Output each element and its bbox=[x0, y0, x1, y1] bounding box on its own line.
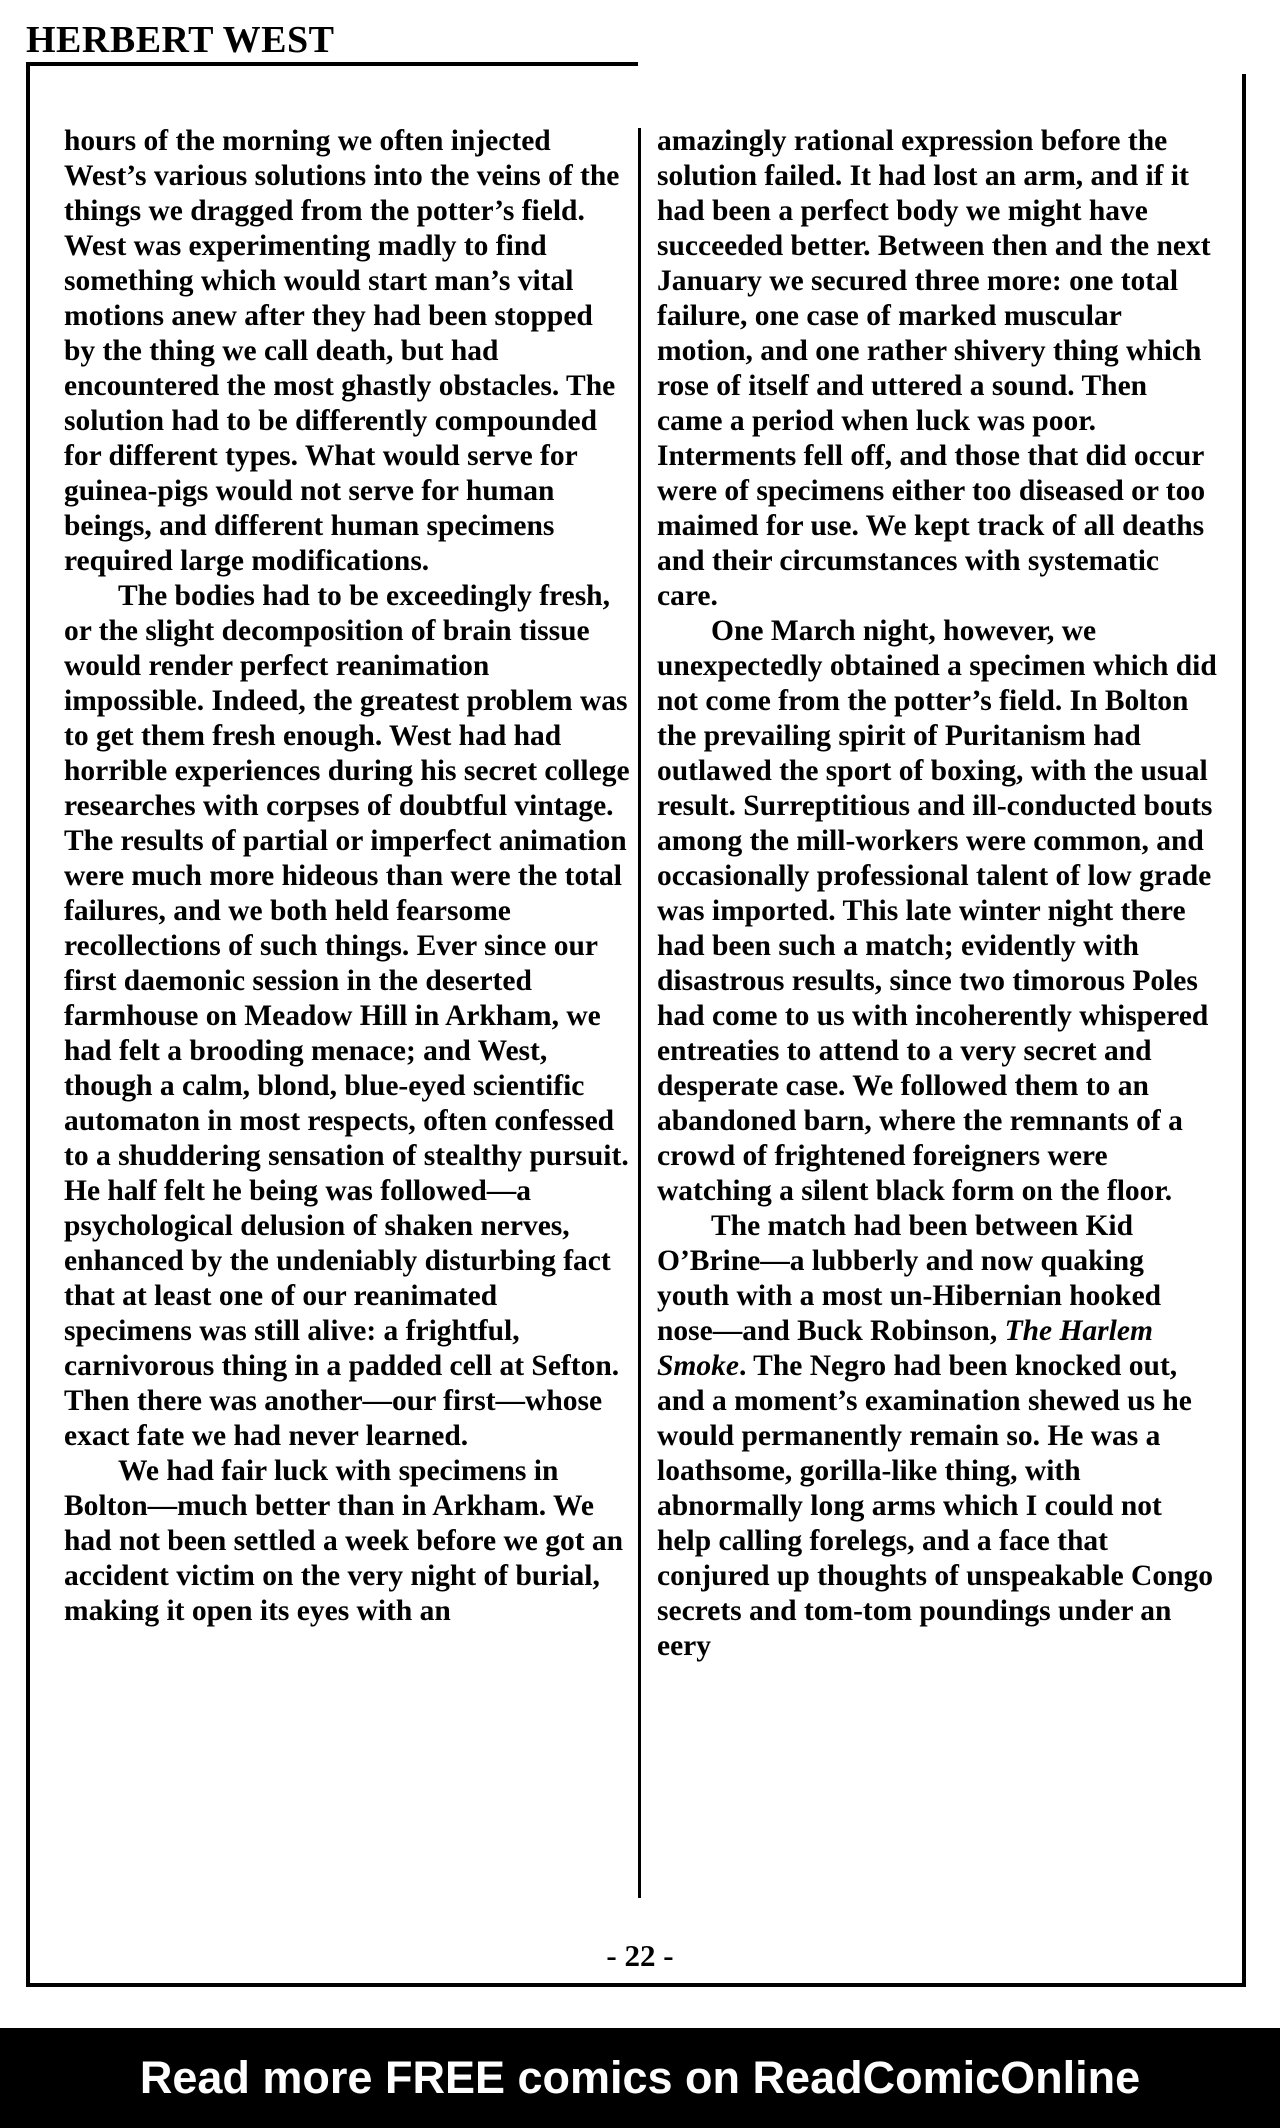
left-paragraph-1: hours of the morning we often injected West’s various solutions into the veins of the things we dragged from the potter’s field. West was experimenting madly to find something which would start man’s vital motions anew after they had been stopped by the thing we call death, but had encountered the most ghastly obstacles. The solution had to be differently compounded for different types. What would serve for guinea-pigs would not serve for human beings, and different human specimens required large modifications. bbox=[64, 125, 620, 577]
right-paragraph-2: One March night, however, we unexpectedly obtained a specimen which did not come from the potter’s field. In Bolton the prevailing spirit of Puritanism had outlawed the sport of boxing, with the usual result. Surreptitious and ill-conducted bouts among the mill-workers were common, and occasionally professional talent of low grade was imported. This late winter night there had been such a match; evidently with disastrous results, since two timorous Poles had come to us with incoherently whispered entreaties to attend to a very secret and desperate case. We followed them to an abandoned barn, where the remnants of a crowd of frightened foreigners were watching a silent black form on the floor. bbox=[657, 615, 1217, 1207]
right-text-column bbox=[657, 124, 1219, 1664]
left-text-column bbox=[64, 124, 630, 1629]
column-divider bbox=[638, 128, 641, 1898]
page-header-title: HERBERT WEST bbox=[26, 19, 335, 61]
left-border-rule bbox=[26, 66, 30, 1986]
left-paragraph-2: The bodies had to be exceedingly fresh, or the slight decomposition of brain tissue would render perfect reanimation impossible. Indeed, the greatest problem was to get them fresh enough. West had had horrible experiences during his secret college researches with corpses of doubtful vintage. The results of partial or imperfect animation were much more hideous than were the total failures, and we both held fearsome recollections of such things. Ever since our first daemonic session in the deserted farmhouse on Meadow Hill in Arkham, we had felt a brooding menace; and West, though a calm, blond, blue-eyed scientific automaton in most respects, often confessed to a shuddering sensation of stealthy pursuit. He half felt he being was followed—a psychological delusion of shaken nerves, enhanced by the undeniably disturbing fact that at least one of our reanimated specimens was still alive: a frightful, carnivorous thing in a padded cell at Sefton. Then there was another—our first—whose exact fate we had never learned. bbox=[64, 580, 630, 1452]
right-border-rule bbox=[1242, 74, 1246, 1986]
left-paragraph-3: We had fair luck with specimens in Bolton—much better than in Arkham. We had not been settled a week before we got an accident victim on the very night of burial, making it open its eyes with an bbox=[64, 1455, 624, 1627]
page-number: - 22 - bbox=[606, 1938, 674, 1973]
right-paragraph-3-italic: The Harlem Smoke bbox=[657, 1315, 1153, 1382]
right-paragraph-3 bbox=[657, 1209, 1219, 1664]
header-rule bbox=[26, 62, 638, 66]
right-paragraph-1: amazingly rational expression before the solution failed. It had lost an arm, and if it had been a perfect body we might have succeeded better. Between then and the next January we secured three more: one total failure, one case of marked muscular motion, and one rather shivery thing which rose of itself and uttered a sound. Then came a period when luck was poor. Interments fell off, and those that did occur were of specimens either too diseased or too maimed for use. We kept track of all deaths and their circumstances with systematic care. bbox=[657, 125, 1211, 612]
bottom-border-rule bbox=[26, 1983, 1246, 1987]
right-paragraph-3-start: The match had been between Kid O’Brine—a lubberly and now quaking youth with a most un-Hibernian hooked nose—and Buck Robinson, bbox=[657, 1210, 1162, 1347]
footer-banner-text: Read more FREE comics on ReadComicOnline bbox=[139, 2052, 1141, 2103]
right-paragraph-3-end: . The Negro had been knocked out, and a moment’s examination shewed us he would permanently remain so. He was a loathsome, gorilla-like thing, with abnormally long arms which I could not help calling forelegs, and a face that conjured up thoughts of unspeakable Congo secrets and tom-tom poundings under an eery bbox=[657, 1350, 1214, 1662]
